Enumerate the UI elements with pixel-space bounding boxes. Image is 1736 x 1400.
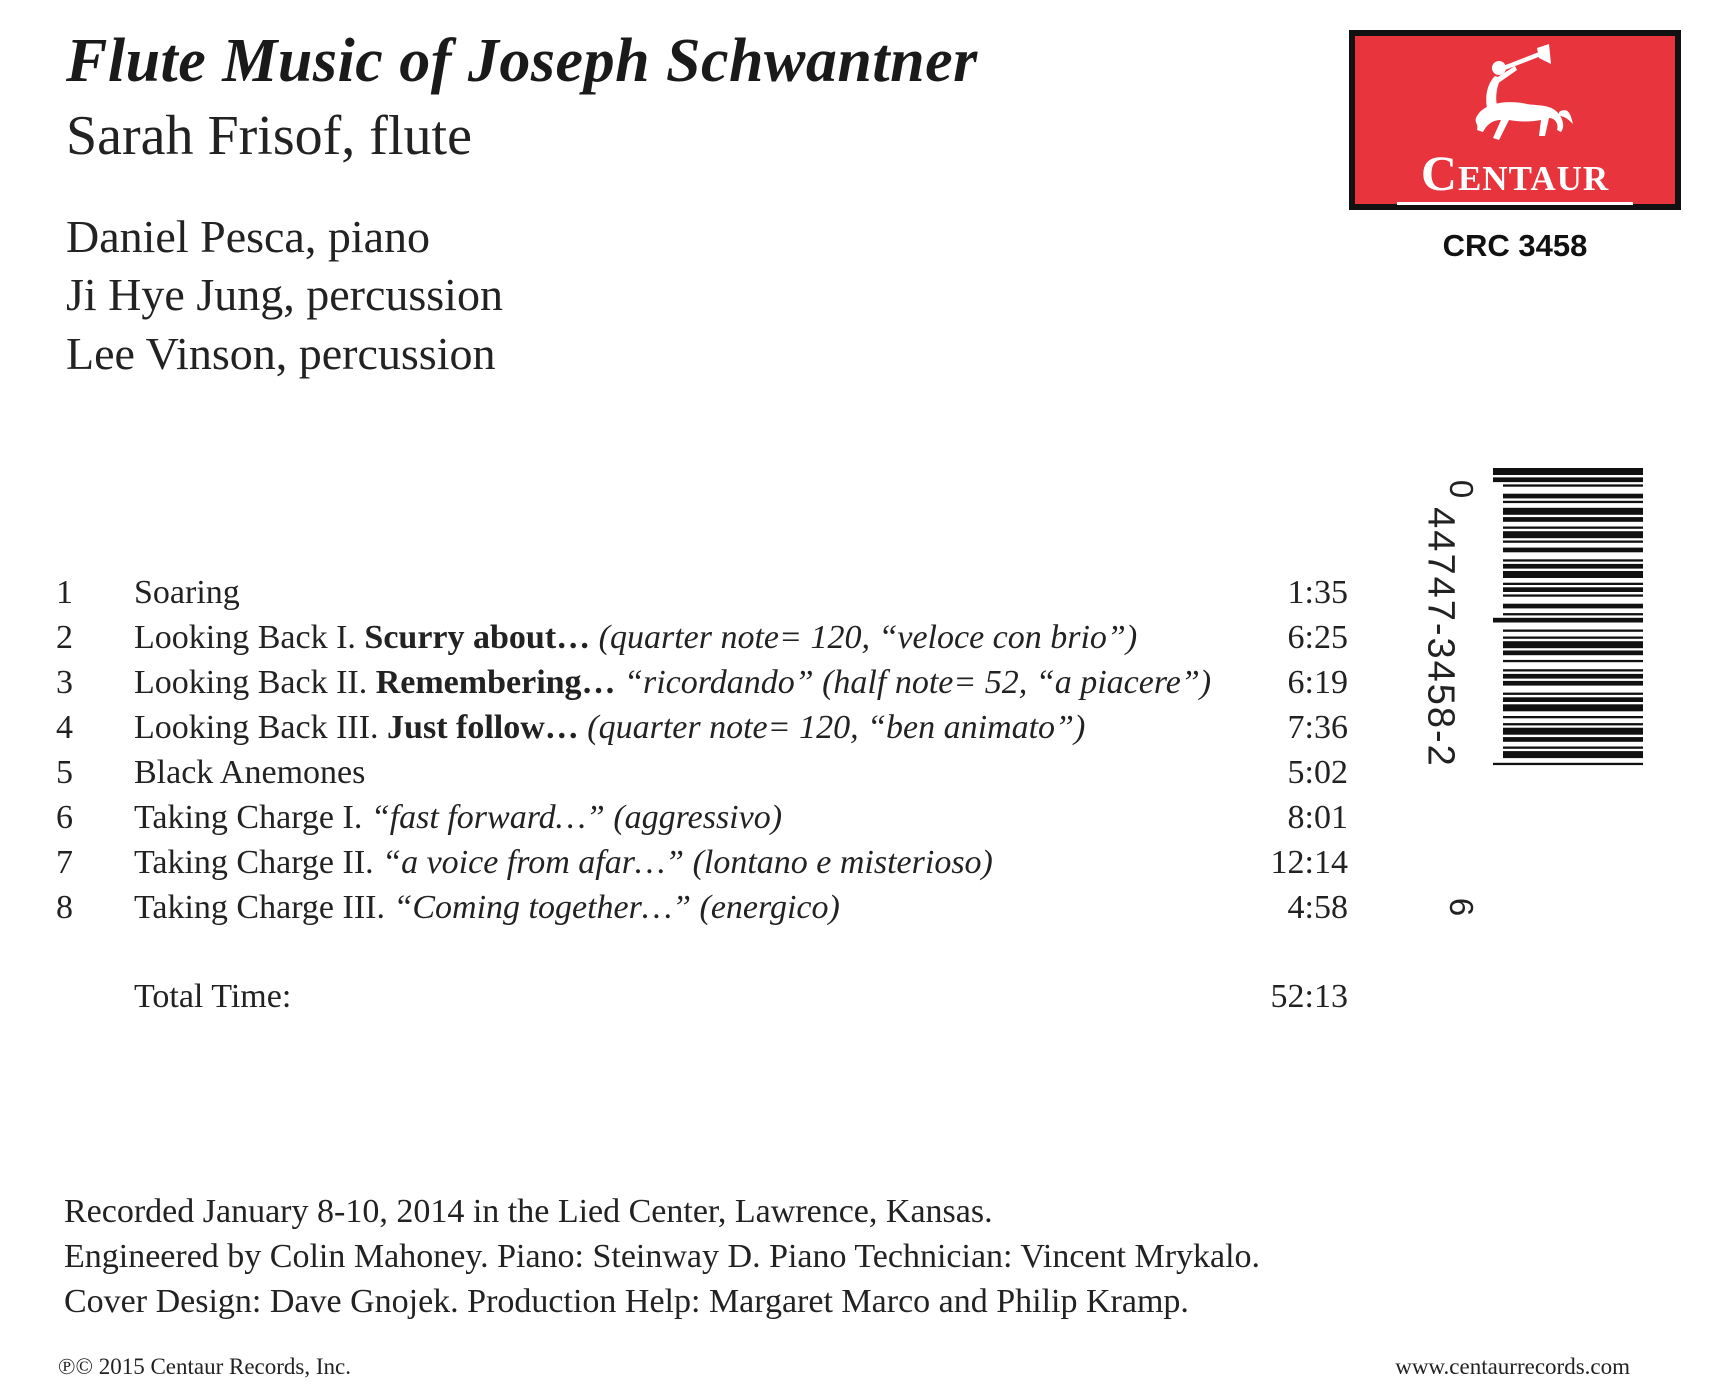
- barcode-bar: [1503, 674, 1643, 679]
- track-duration: 1:35: [1287, 574, 1348, 611]
- barcode-bar: [1503, 637, 1643, 639]
- barcode-bar: [1493, 468, 1643, 475]
- track-title-segment: Looking Back II.: [134, 664, 376, 701]
- track-title: [134, 754, 365, 792]
- track-title-segment: “fast forward…” (aggressivo): [370, 799, 783, 836]
- website-link[interactable]: www.centaurrecords.com: [1395, 1354, 1630, 1379]
- centaur-wordmark: Centaur: [1420, 145, 1610, 201]
- centaur-logo: [1349, 30, 1681, 210]
- track-number: 4: [56, 709, 73, 746]
- track-title-segment: “Coming together…” (energico): [393, 889, 840, 926]
- centaur-trumpeter-icon: [1465, 44, 1575, 150]
- track-title: [134, 574, 240, 612]
- barcode-bar: [1503, 548, 1643, 553]
- total-time-value: 52:13: [1270, 978, 1348, 1015]
- track-duration: 6:19: [1287, 664, 1348, 701]
- barcode-bar: [1503, 693, 1643, 695]
- track-title-segment: “a voice from afar…” (lontano e misterioso): [382, 844, 993, 881]
- barcode-bar: [1503, 728, 1643, 735]
- track-number: 8: [56, 889, 73, 926]
- track-row: [0, 574, 1400, 619]
- barcode-bar: [1503, 660, 1643, 662]
- track-title-segment: Taking Charge I.: [134, 799, 371, 836]
- barcode-bar: [1503, 583, 1643, 585]
- track-number: 6: [56, 799, 73, 836]
- barcode-bar: [1493, 763, 1643, 765]
- track-row: [0, 709, 1400, 754]
- total-time-label: Total Time:: [134, 978, 292, 1015]
- barcode-bar: [1493, 477, 1643, 482]
- track-row: [0, 619, 1400, 664]
- barcode-bar: [1503, 559, 1643, 561]
- barcode: [1455, 468, 1655, 888]
- track-row: [0, 844, 1400, 889]
- track-number: 5: [56, 754, 73, 791]
- barcode-bar: [1503, 541, 1643, 543]
- track-title-segment: “ricordando” (half note= 52, “a piacere”): [615, 664, 1212, 701]
- barcode-bar: [1503, 681, 1643, 686]
- barcode-bar: [1503, 508, 1643, 515]
- track-number: 3: [56, 664, 73, 701]
- track-row: [0, 664, 1400, 709]
- barcode-bar: [1503, 669, 1643, 671]
- barcode-bar: [1503, 564, 1643, 569]
- track-number: 7: [56, 844, 73, 881]
- barcode-bar: [1503, 587, 1643, 592]
- track-duration: 7:36: [1287, 709, 1348, 746]
- track-row: [0, 754, 1400, 799]
- barcode-number: 44747-3458-2: [1419, 507, 1462, 768]
- track-title-segment: (quarter note= 120, “veloce con brio”): [590, 619, 1138, 656]
- barcode-bar: [1503, 494, 1643, 499]
- barcode-bar: [1503, 641, 1643, 648]
- barcode-bar: [1503, 501, 1643, 503]
- track-number: 1: [56, 574, 73, 611]
- barcode-bar: [1503, 697, 1643, 702]
- track-duration: 4:58: [1287, 889, 1348, 926]
- barcode-bar: [1503, 531, 1643, 538]
- track-title-segment: Looking Back III.: [134, 709, 388, 746]
- catalog-number: CRC 3458: [1442, 228, 1588, 263]
- track-title: [134, 619, 1137, 657]
- performer-percussion-2: Lee Vinson, percussion: [66, 328, 496, 379]
- track-number: 2: [56, 619, 73, 656]
- credit-design: Cover Design: Dave Gnojek. Production Help: Margaret Marco and Philip Kramp.: [64, 1283, 1189, 1320]
- track-title-segment: Taking Charge III.: [134, 889, 394, 926]
- track-title: [134, 664, 1211, 702]
- copyright: ℗© 2015 Centaur Records, Inc.: [58, 1354, 351, 1379]
- barcode-bar: [1503, 651, 1643, 656]
- barcode-bar: [1503, 716, 1643, 718]
- track-duration: 6:25: [1287, 619, 1348, 656]
- track-title-segment: Taking Charge II.: [134, 844, 383, 881]
- credit-engineered: Engineered by Colin Mahoney. Piano: Steinway D. Piano Technician: Vincent Mrykalo.: [64, 1238, 1261, 1275]
- barcode-bar: [1503, 704, 1643, 711]
- barcode-bar: [1503, 747, 1643, 749]
- credit-recorded: Recorded January 8-10, 2014 in the Lied Center, Lawrence, Kansas.: [64, 1193, 993, 1230]
- barcode-bar: [1493, 618, 1643, 623]
- track-duration: 5:02: [1287, 754, 1348, 791]
- barcode-first-digit: 0: [1443, 479, 1481, 499]
- track-duration: 12:14: [1270, 844, 1348, 881]
- barcode-bar: [1503, 517, 1643, 522]
- track-row: [0, 889, 1400, 934]
- track-title-segment: (quarter note= 120, “ben animato”): [578, 709, 1086, 746]
- track-title-segment: Remembering…: [375, 664, 616, 701]
- track-title-segment: Scurry about…: [364, 619, 591, 656]
- album-title: Flute Music of Joseph Schwantner: [66, 27, 978, 95]
- barcode-bar: [1503, 751, 1643, 758]
- barcode-bar: [1503, 594, 1643, 596]
- barcode-bar: [1503, 723, 1643, 725]
- track-title-segment: Black Anemones: [134, 754, 366, 791]
- track-title-segment: Looking Back I.: [134, 619, 365, 656]
- track-title-segment: Just follow…: [387, 709, 579, 746]
- logo-underline: [1397, 202, 1633, 205]
- performer-percussion-1: Ji Hye Jung, percussion: [66, 269, 503, 320]
- performer-pianist: Daniel Pesca, piano: [66, 211, 431, 262]
- track-title: [134, 799, 782, 837]
- barcode-bar: [1503, 737, 1643, 742]
- track-title: [134, 844, 993, 882]
- centaur-logo-panel: [1355, 36, 1675, 204]
- track-title: [134, 889, 840, 927]
- track-title: [134, 709, 1085, 747]
- barcode-bar: [1503, 571, 1643, 578]
- barcode-bar: [1503, 527, 1643, 529]
- barcode-bar: [1503, 630, 1643, 632]
- barcode-last-digit: 6: [1443, 897, 1481, 917]
- barcode-bar: [1503, 604, 1643, 609]
- barcode-bar: [1503, 484, 1643, 486]
- soloist: Sarah Frisof, flute: [66, 105, 472, 167]
- track-duration: 8:01: [1287, 799, 1348, 836]
- barcode-bar: [1503, 613, 1643, 615]
- track-title-segment: Soaring: [134, 574, 240, 611]
- track-row: [0, 799, 1400, 844]
